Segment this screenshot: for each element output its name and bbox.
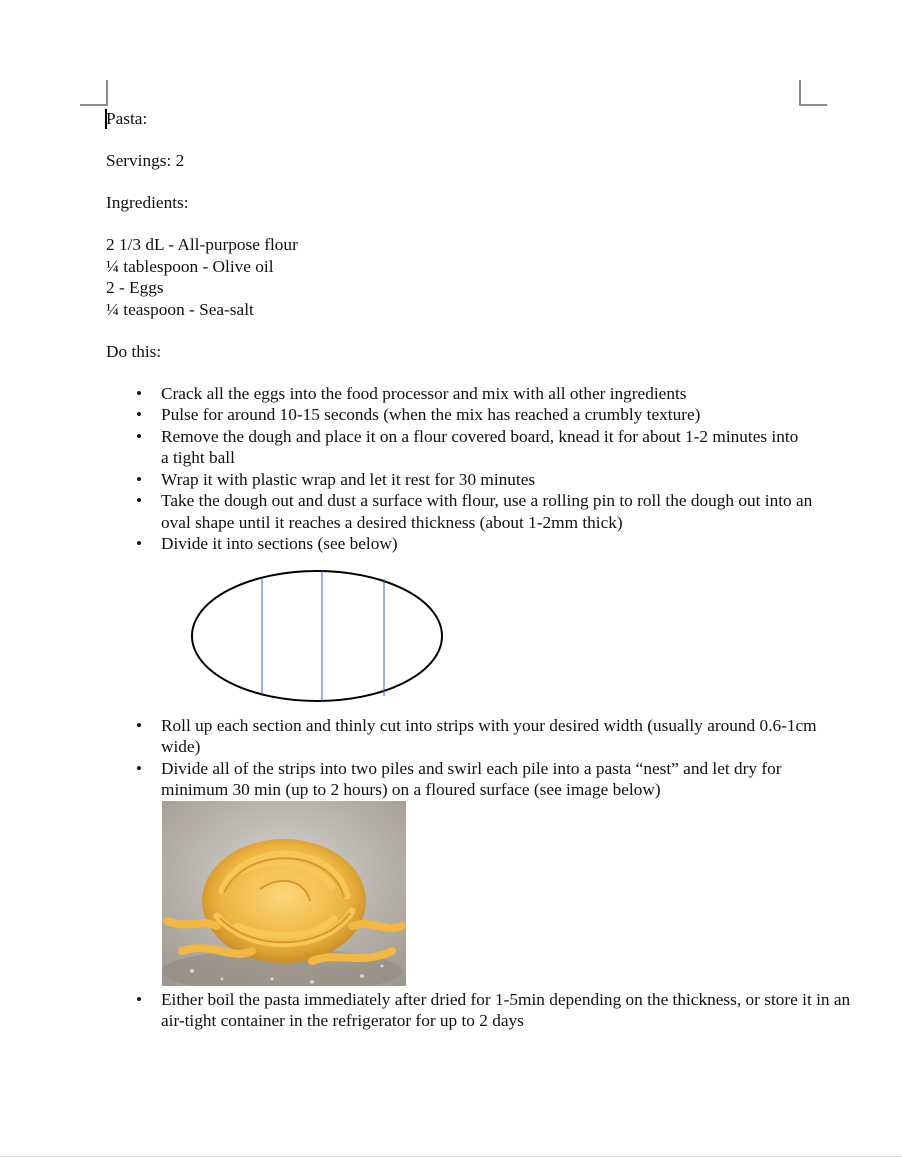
instructions-list-final bbox=[106, 989, 851, 1032]
bullet-icon: • bbox=[136, 491, 143, 510]
bullet-icon: • bbox=[136, 758, 143, 778]
dough-oval-diagram bbox=[190, 569, 446, 705]
bullet-icon: • bbox=[136, 989, 143, 1009]
step-text: Divide all of the strips into two piles and swirl each pile into a pasta “nest” and let dry for minimum 30 min (up to 2 hours) on a floured surface (see image below) bbox=[161, 758, 782, 799]
bullet-icon: • bbox=[136, 405, 143, 424]
ingredient-item: ¼ tablespoon - Olive oil bbox=[106, 256, 274, 276]
list-item bbox=[106, 469, 826, 491]
list-item bbox=[106, 989, 861, 1032]
recipe-title: Pasta: bbox=[106, 109, 148, 128]
ingredient-item: 2 - Eggs bbox=[106, 278, 164, 297]
servings-line: Servings: 2 bbox=[106, 151, 185, 170]
ingredient-item: 2 1/3 dL - All-purpose flour bbox=[106, 235, 298, 254]
bullet-icon: • bbox=[136, 469, 143, 489]
ingredients-heading: Ingredients: bbox=[106, 193, 189, 212]
step-text: Pulse for around 10-15 seconds (when the mix has reached a crumbly texture) bbox=[161, 405, 701, 424]
pasta-nest-image bbox=[162, 801, 406, 986]
bullet-icon: • bbox=[136, 715, 143, 735]
list-item bbox=[106, 758, 851, 801]
list-item bbox=[106, 426, 801, 469]
list-item bbox=[106, 383, 826, 405]
step-text: Crack all the eggs into the food processor and mix with all other ingredients bbox=[161, 383, 687, 403]
photo-container bbox=[106, 801, 826, 989]
list-item bbox=[106, 715, 851, 758]
document-body[interactable] bbox=[106, 108, 851, 1032]
instructions-heading: Do this: bbox=[106, 341, 162, 361]
bullet-icon: • bbox=[136, 534, 143, 553]
step-text: Either boil the pasta immediately after dried for 1-5min depending on the thickness, or store it in an air-tight container in the refrigerator for up to 2 days bbox=[161, 989, 851, 1030]
crop-mark-top-left bbox=[80, 80, 108, 106]
step-text: Wrap it with plastic wrap and let it rest for 30 minutes bbox=[161, 469, 536, 489]
list-item bbox=[106, 533, 826, 555]
bullet-icon: • bbox=[136, 383, 143, 403]
instructions-list bbox=[106, 383, 826, 555]
instructions-list-continued bbox=[106, 715, 826, 801]
ingredient-item: ¼ teaspoon - Sea-salt bbox=[106, 299, 254, 319]
crop-mark-top-right bbox=[799, 80, 827, 106]
step-text: Divide it into sections (see below) bbox=[161, 534, 398, 553]
oval-diagram bbox=[106, 555, 826, 715]
bullet-icon: • bbox=[136, 426, 143, 446]
list-item bbox=[106, 404, 826, 426]
list-item bbox=[106, 490, 831, 533]
step-text: Remove the dough and place it on a flour covered board, knead it for about 1-2 minutes into a tight ball bbox=[161, 426, 799, 467]
ingredients-list bbox=[106, 234, 826, 320]
step-text: Roll up each section and thinly cut into strips with your desired width (usually around 0.6-1cm wide) bbox=[161, 715, 817, 756]
step-text: Take the dough out and dust a surface with flour, use a rolling pin to roll the dough out into an oval shape until it reaches a desired thickness (about 1-2mm thick) bbox=[161, 491, 813, 532]
dough-oval-outline bbox=[192, 571, 442, 701]
